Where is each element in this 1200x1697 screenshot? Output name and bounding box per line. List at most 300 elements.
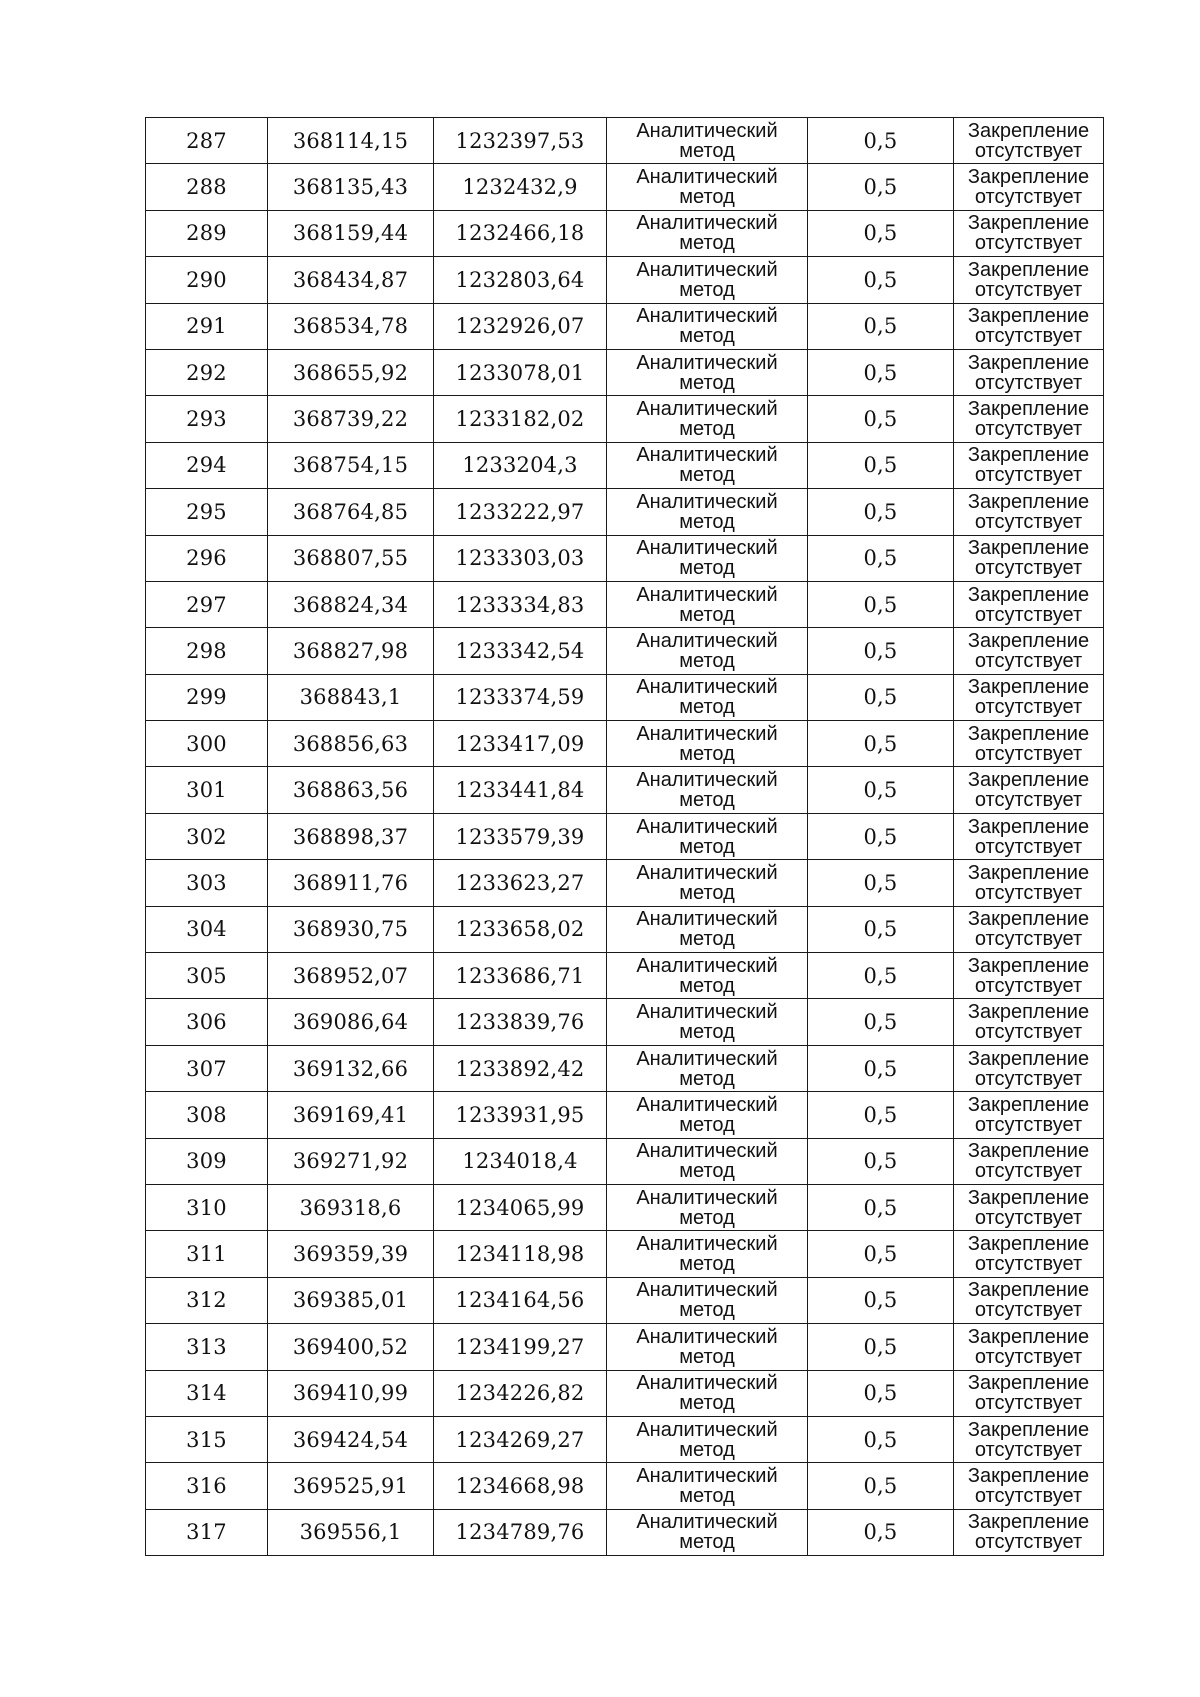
method-cell-line: метод	[679, 649, 735, 672]
fixation-cell-line: Закрепление	[967, 1140, 1090, 1163]
fixation-cell-line: отсутствует	[974, 1067, 1083, 1090]
fixation-cell-line: отсутствует	[974, 510, 1083, 533]
method-cell-line: Аналитический	[636, 676, 778, 699]
fixation-cell	[954, 1045, 1104, 1091]
table-row	[146, 535, 1104, 581]
method-cell-line: метод	[679, 1253, 735, 1276]
method-cell-line: Аналитический	[636, 166, 778, 189]
point-number-cell: 312	[146, 1277, 268, 1323]
method-cell-line: метод	[679, 789, 735, 812]
fixation-cell-line: Закрепление	[967, 1511, 1090, 1534]
accuracy-cell: 0,5	[808, 628, 954, 674]
point-number-cell: 295	[146, 489, 268, 535]
method-cell-line: метод	[679, 510, 735, 533]
fixation-cell	[954, 1324, 1104, 1370]
x-coordinate-cell: 369385,01	[268, 1277, 434, 1323]
point-number-cell: 315	[146, 1416, 268, 1462]
fixation-cell	[954, 1184, 1104, 1230]
method-cell-line: Аналитический	[636, 722, 778, 745]
fixation-cell-line: отсутствует	[974, 186, 1083, 209]
accuracy-cell: 0,5	[808, 1184, 954, 1230]
point-number-cell: 309	[146, 1138, 268, 1184]
point-number-cell: 289	[146, 210, 268, 256]
fixation-cell	[954, 1092, 1104, 1138]
fixation-cell-line: отсутствует	[974, 278, 1083, 301]
method-cell	[607, 813, 808, 859]
fixation-cell-line: отсутствует	[974, 649, 1083, 672]
method-cell	[607, 257, 808, 303]
fixation-cell	[954, 860, 1104, 906]
method-cell	[607, 1509, 808, 1555]
point-number-cell: 293	[146, 396, 268, 442]
method-cell-line: метод	[679, 232, 735, 255]
y-coordinate-cell: 1234164,56	[434, 1277, 607, 1323]
method-cell	[607, 1092, 808, 1138]
fixation-cell-line: Закрепление	[967, 629, 1090, 652]
fixation-cell-line: отсутствует	[974, 696, 1083, 719]
fixation-cell	[954, 1370, 1104, 1416]
y-coordinate-cell: 1233417,09	[434, 721, 607, 767]
fixation-cell-line: Закрепление	[967, 398, 1090, 421]
y-coordinate-cell: 1234269,27	[434, 1416, 607, 1462]
method-cell-line: Аналитический	[636, 1372, 778, 1395]
fixation-cell-line: Закрепление	[967, 1418, 1090, 1441]
x-coordinate-cell: 368930,75	[268, 906, 434, 952]
table-row	[146, 349, 1104, 395]
y-coordinate-cell: 1232803,64	[434, 257, 607, 303]
accuracy-cell: 0,5	[808, 1045, 954, 1091]
method-cell-line: метод	[679, 1438, 735, 1461]
method-cell-line: Аналитический	[636, 861, 778, 884]
fixation-cell-line: Закрепление	[967, 583, 1090, 606]
fixation-cell-line: Закрепление	[967, 166, 1090, 189]
method-cell-line: Аналитический	[636, 1233, 778, 1256]
method-cell-line: Аналитический	[636, 815, 778, 838]
point-number-cell: 302	[146, 813, 268, 859]
fixation-cell-line: отсутствует	[974, 1485, 1083, 1508]
fixation-cell-line: Закрепление	[967, 908, 1090, 931]
method-cell-line: Аналитический	[636, 1001, 778, 1024]
fixation-cell-line: отсутствует	[974, 418, 1083, 441]
method-cell-line: метод	[679, 1299, 735, 1322]
fixation-cell-line: Закрепление	[967, 676, 1090, 699]
x-coordinate-cell: 369271,92	[268, 1138, 434, 1184]
method-cell-line: Аналитический	[636, 1325, 778, 1348]
table-row	[146, 210, 1104, 256]
accuracy-cell: 0,5	[808, 906, 954, 952]
fixation-cell-line: отсутствует	[974, 371, 1083, 394]
accuracy-cell: 0,5	[808, 674, 954, 720]
x-coordinate-cell: 369424,54	[268, 1416, 434, 1462]
accuracy-cell: 0,5	[808, 1463, 954, 1509]
fixation-cell	[954, 1416, 1104, 1462]
accuracy-cell: 0,5	[808, 860, 954, 906]
table-row	[146, 1370, 1104, 1416]
coordinates-table-body	[146, 118, 1104, 1556]
fixation-cell-line: Закрепление	[967, 1233, 1090, 1256]
method-cell-line: Аналитический	[636, 1140, 778, 1163]
fixation-cell-line: Закрепление	[967, 119, 1090, 142]
table-row	[146, 1277, 1104, 1323]
method-cell	[607, 1370, 808, 1416]
point-number-cell: 298	[146, 628, 268, 674]
point-number-cell: 308	[146, 1092, 268, 1138]
y-coordinate-cell: 1233222,97	[434, 489, 607, 535]
fixation-cell	[954, 628, 1104, 674]
fixation-cell-line: отсутствует	[974, 1160, 1083, 1183]
method-cell	[607, 767, 808, 813]
x-coordinate-cell: 369410,99	[268, 1370, 434, 1416]
point-number-cell: 296	[146, 535, 268, 581]
x-coordinate-cell: 369400,52	[268, 1324, 434, 1370]
method-cell	[607, 581, 808, 627]
y-coordinate-cell: 1233078,01	[434, 349, 607, 395]
fixation-cell-line: отсутствует	[974, 1021, 1083, 1044]
fixation-cell	[954, 396, 1104, 442]
method-cell-line: Аналитический	[636, 1047, 778, 1070]
fixation-cell-line: отсутствует	[974, 1345, 1083, 1368]
fixation-cell-line: отсутствует	[974, 557, 1083, 580]
point-number-cell: 317	[146, 1509, 268, 1555]
y-coordinate-cell: 1232926,07	[434, 303, 607, 349]
method-cell-line: метод	[679, 742, 735, 765]
method-cell-line: метод	[679, 139, 735, 162]
method-cell-line: Аналитический	[636, 444, 778, 467]
point-number-cell: 307	[146, 1045, 268, 1091]
method-cell	[607, 118, 808, 164]
fixation-cell	[954, 349, 1104, 395]
method-cell-line: метод	[679, 1485, 735, 1508]
method-cell	[607, 628, 808, 674]
fixation-cell-line: Закрепление	[967, 769, 1090, 792]
table-row	[146, 767, 1104, 813]
x-coordinate-cell: 369525,91	[268, 1463, 434, 1509]
y-coordinate-cell: 1234118,98	[434, 1231, 607, 1277]
accuracy-cell: 0,5	[808, 767, 954, 813]
table-row	[146, 1463, 1104, 1509]
method-cell	[607, 164, 808, 210]
method-cell	[607, 1045, 808, 1091]
fixation-cell	[954, 674, 1104, 720]
method-cell-line: Аналитический	[636, 212, 778, 235]
method-cell-line: метод	[679, 1345, 735, 1368]
table-row	[146, 1138, 1104, 1184]
fixation-cell-line: отсутствует	[974, 742, 1083, 765]
method-cell-line: Аналитический	[636, 1186, 778, 1209]
x-coordinate-cell: 369169,41	[268, 1092, 434, 1138]
fixation-cell-line: Закрепление	[967, 815, 1090, 838]
method-cell-line: метод	[679, 186, 735, 209]
method-cell-line: метод	[679, 1067, 735, 1090]
fixation-cell-line: Закрепление	[967, 722, 1090, 745]
method-cell-line: Аналитический	[636, 1465, 778, 1488]
method-cell-line: Аналитический	[636, 629, 778, 652]
accuracy-cell: 0,5	[808, 118, 954, 164]
y-coordinate-cell: 1234199,27	[434, 1324, 607, 1370]
fixation-cell-line: Закрепление	[967, 1279, 1090, 1302]
accuracy-cell: 0,5	[808, 1370, 954, 1416]
y-coordinate-cell: 1233839,76	[434, 999, 607, 1045]
method-cell-line: Аналитический	[636, 583, 778, 606]
method-cell-line: метод	[679, 1113, 735, 1136]
method-cell-line: Аналитический	[636, 258, 778, 281]
method-cell	[607, 953, 808, 999]
accuracy-cell: 0,5	[808, 349, 954, 395]
method-cell-line: Аналитический	[636, 351, 778, 374]
table-row	[146, 1231, 1104, 1277]
accuracy-cell: 0,5	[808, 1509, 954, 1555]
fixation-cell-line: отсутствует	[974, 232, 1083, 255]
fixation-cell	[954, 210, 1104, 256]
point-number-cell: 305	[146, 953, 268, 999]
fixation-cell	[954, 721, 1104, 767]
method-cell-line: Аналитический	[636, 1418, 778, 1441]
x-coordinate-cell: 368898,37	[268, 813, 434, 859]
x-coordinate-cell: 368135,43	[268, 164, 434, 210]
method-cell	[607, 721, 808, 767]
point-number-cell: 291	[146, 303, 268, 349]
table-row	[146, 164, 1104, 210]
fixation-cell	[954, 1138, 1104, 1184]
method-cell	[607, 1463, 808, 1509]
fixation-cell-line: Закрепление	[967, 490, 1090, 513]
method-cell-line: Аналитический	[636, 119, 778, 142]
accuracy-cell: 0,5	[808, 164, 954, 210]
table-row	[146, 581, 1104, 627]
accuracy-cell: 0,5	[808, 1138, 954, 1184]
method-cell-line: метод	[679, 278, 735, 301]
method-cell	[607, 396, 808, 442]
method-cell-line: метод	[679, 1021, 735, 1044]
y-coordinate-cell: 1233303,03	[434, 535, 607, 581]
y-coordinate-cell: 1233334,83	[434, 581, 607, 627]
point-number-cell: 290	[146, 257, 268, 303]
accuracy-cell: 0,5	[808, 1324, 954, 1370]
table-row	[146, 953, 1104, 999]
table-row	[146, 1324, 1104, 1370]
fixation-cell	[954, 906, 1104, 952]
x-coordinate-cell: 368114,15	[268, 118, 434, 164]
method-cell	[607, 674, 808, 720]
fixation-cell-line: отсутствует	[974, 603, 1083, 626]
method-cell-line: Аналитический	[636, 398, 778, 421]
x-coordinate-cell: 368434,87	[268, 257, 434, 303]
accuracy-cell: 0,5	[808, 303, 954, 349]
fixation-cell-line: Закрепление	[967, 1325, 1090, 1348]
fixation-cell-line: Закрепление	[967, 1093, 1090, 1116]
fixation-cell	[954, 118, 1104, 164]
x-coordinate-cell: 368824,34	[268, 581, 434, 627]
fixation-cell-line: Закрепление	[967, 258, 1090, 281]
accuracy-cell: 0,5	[808, 396, 954, 442]
fixation-cell-line: Закрепление	[967, 1001, 1090, 1024]
fixation-cell	[954, 442, 1104, 488]
y-coordinate-cell: 1233931,95	[434, 1092, 607, 1138]
accuracy-cell: 0,5	[808, 721, 954, 767]
fixation-cell-line: отсутствует	[974, 1392, 1083, 1415]
y-coordinate-cell: 1232397,53	[434, 118, 607, 164]
x-coordinate-cell: 368764,85	[268, 489, 434, 535]
fixation-cell-line: отсутствует	[974, 1206, 1083, 1229]
table-row	[146, 1045, 1104, 1091]
x-coordinate-cell: 369318,6	[268, 1184, 434, 1230]
method-cell	[607, 489, 808, 535]
fixation-cell	[954, 489, 1104, 535]
accuracy-cell: 0,5	[808, 999, 954, 1045]
point-number-cell: 287	[146, 118, 268, 164]
fixation-cell	[954, 1509, 1104, 1555]
fixation-cell	[954, 1463, 1104, 1509]
table-row	[146, 1416, 1104, 1462]
fixation-cell-line: Закрепление	[967, 1186, 1090, 1209]
method-cell-line: Аналитический	[636, 490, 778, 513]
method-cell	[607, 1324, 808, 1370]
accuracy-cell: 0,5	[808, 953, 954, 999]
table-row	[146, 860, 1104, 906]
fixation-cell	[954, 257, 1104, 303]
method-cell-line: метод	[679, 325, 735, 348]
fixation-cell-line: Закрепление	[967, 305, 1090, 328]
method-cell	[607, 210, 808, 256]
fixation-cell	[954, 953, 1104, 999]
fixation-cell	[954, 813, 1104, 859]
y-coordinate-cell: 1232432,9	[434, 164, 607, 210]
fixation-cell-line: отсутствует	[974, 1438, 1083, 1461]
table-row	[146, 442, 1104, 488]
method-cell	[607, 1277, 808, 1323]
method-cell-line: Аналитический	[636, 1511, 778, 1534]
x-coordinate-cell: 368807,55	[268, 535, 434, 581]
method-cell-line: метод	[679, 928, 735, 951]
x-coordinate-cell: 368843,1	[268, 674, 434, 720]
method-cell-line: метод	[679, 603, 735, 626]
fixation-cell-line: Закрепление	[967, 1047, 1090, 1070]
accuracy-cell: 0,5	[808, 489, 954, 535]
table-row	[146, 303, 1104, 349]
method-cell-line: Аналитический	[636, 1093, 778, 1116]
method-cell-line: метод	[679, 1531, 735, 1554]
method-cell-line: метод	[679, 1206, 735, 1229]
x-coordinate-cell: 368534,78	[268, 303, 434, 349]
fixation-cell-line: отсутствует	[974, 1531, 1083, 1554]
table-row	[146, 257, 1104, 303]
y-coordinate-cell: 1233623,27	[434, 860, 607, 906]
y-coordinate-cell: 1233182,02	[434, 396, 607, 442]
fixation-cell-line: Закрепление	[967, 444, 1090, 467]
point-number-cell: 300	[146, 721, 268, 767]
y-coordinate-cell: 1234226,82	[434, 1370, 607, 1416]
y-coordinate-cell: 1234018,4	[434, 1138, 607, 1184]
point-number-cell: 288	[146, 164, 268, 210]
fixation-cell	[954, 1277, 1104, 1323]
table-row	[146, 118, 1104, 164]
point-number-cell: 316	[146, 1463, 268, 1509]
accuracy-cell: 0,5	[808, 1277, 954, 1323]
x-coordinate-cell: 368827,98	[268, 628, 434, 674]
method-cell	[607, 303, 808, 349]
method-cell-line: метод	[679, 835, 735, 858]
table-row	[146, 906, 1104, 952]
fixation-cell-line: Закрепление	[967, 954, 1090, 977]
point-number-cell: 301	[146, 767, 268, 813]
x-coordinate-cell: 368952,07	[268, 953, 434, 999]
method-cell-line: метод	[679, 974, 735, 997]
fixation-cell-line: Закрепление	[967, 1465, 1090, 1488]
point-number-cell: 303	[146, 860, 268, 906]
method-cell	[607, 906, 808, 952]
accuracy-cell: 0,5	[808, 535, 954, 581]
coordinates-table	[145, 117, 1104, 1556]
fixation-cell-line: Закрепление	[967, 861, 1090, 884]
y-coordinate-cell: 1234065,99	[434, 1184, 607, 1230]
method-cell-line: метод	[679, 464, 735, 487]
method-cell-line: метод	[679, 418, 735, 441]
method-cell-line: Аналитический	[636, 954, 778, 977]
y-coordinate-cell: 1233686,71	[434, 953, 607, 999]
fixation-cell	[954, 164, 1104, 210]
method-cell-line: Аналитический	[636, 537, 778, 560]
method-cell	[607, 442, 808, 488]
point-number-cell: 297	[146, 581, 268, 627]
fixation-cell-line: отсутствует	[974, 464, 1083, 487]
x-coordinate-cell: 368911,76	[268, 860, 434, 906]
point-number-cell: 304	[146, 906, 268, 952]
method-cell-line: метод	[679, 1392, 735, 1415]
point-number-cell: 306	[146, 999, 268, 1045]
fixation-cell	[954, 999, 1104, 1045]
fixation-cell-line: отсутствует	[974, 325, 1083, 348]
method-cell-line: Аналитический	[636, 908, 778, 931]
table-row	[146, 489, 1104, 535]
y-coordinate-cell: 1233658,02	[434, 906, 607, 952]
y-coordinate-cell: 1233579,39	[434, 813, 607, 859]
point-number-cell: 310	[146, 1184, 268, 1230]
x-coordinate-cell: 369359,39	[268, 1231, 434, 1277]
fixation-cell	[954, 1231, 1104, 1277]
y-coordinate-cell: 1234789,76	[434, 1509, 607, 1555]
method-cell	[607, 999, 808, 1045]
x-coordinate-cell: 368856,63	[268, 721, 434, 767]
x-coordinate-cell: 368159,44	[268, 210, 434, 256]
method-cell	[607, 535, 808, 581]
method-cell-line: Аналитический	[636, 1279, 778, 1302]
fixation-cell-line: отсутствует	[974, 139, 1083, 162]
y-coordinate-cell: 1233441,84	[434, 767, 607, 813]
fixation-cell-line: Закрепление	[967, 537, 1090, 560]
x-coordinate-cell: 369132,66	[268, 1045, 434, 1091]
method-cell	[607, 1231, 808, 1277]
x-coordinate-cell: 369086,64	[268, 999, 434, 1045]
point-number-cell: 294	[146, 442, 268, 488]
method-cell	[607, 1184, 808, 1230]
fixation-cell-line: отсутствует	[974, 1253, 1083, 1276]
fixation-cell-line: отсутствует	[974, 1113, 1083, 1136]
fixation-cell	[954, 767, 1104, 813]
accuracy-cell: 0,5	[808, 442, 954, 488]
point-number-cell: 299	[146, 674, 268, 720]
table-row	[146, 1509, 1104, 1555]
method-cell-line: Аналитический	[636, 769, 778, 792]
y-coordinate-cell: 1232466,18	[434, 210, 607, 256]
fixation-cell	[954, 303, 1104, 349]
table-row	[146, 674, 1104, 720]
accuracy-cell: 0,5	[808, 1231, 954, 1277]
point-number-cell: 313	[146, 1324, 268, 1370]
method-cell-line: Аналитический	[636, 305, 778, 328]
accuracy-cell: 0,5	[808, 210, 954, 256]
table-row	[146, 999, 1104, 1045]
method-cell	[607, 860, 808, 906]
